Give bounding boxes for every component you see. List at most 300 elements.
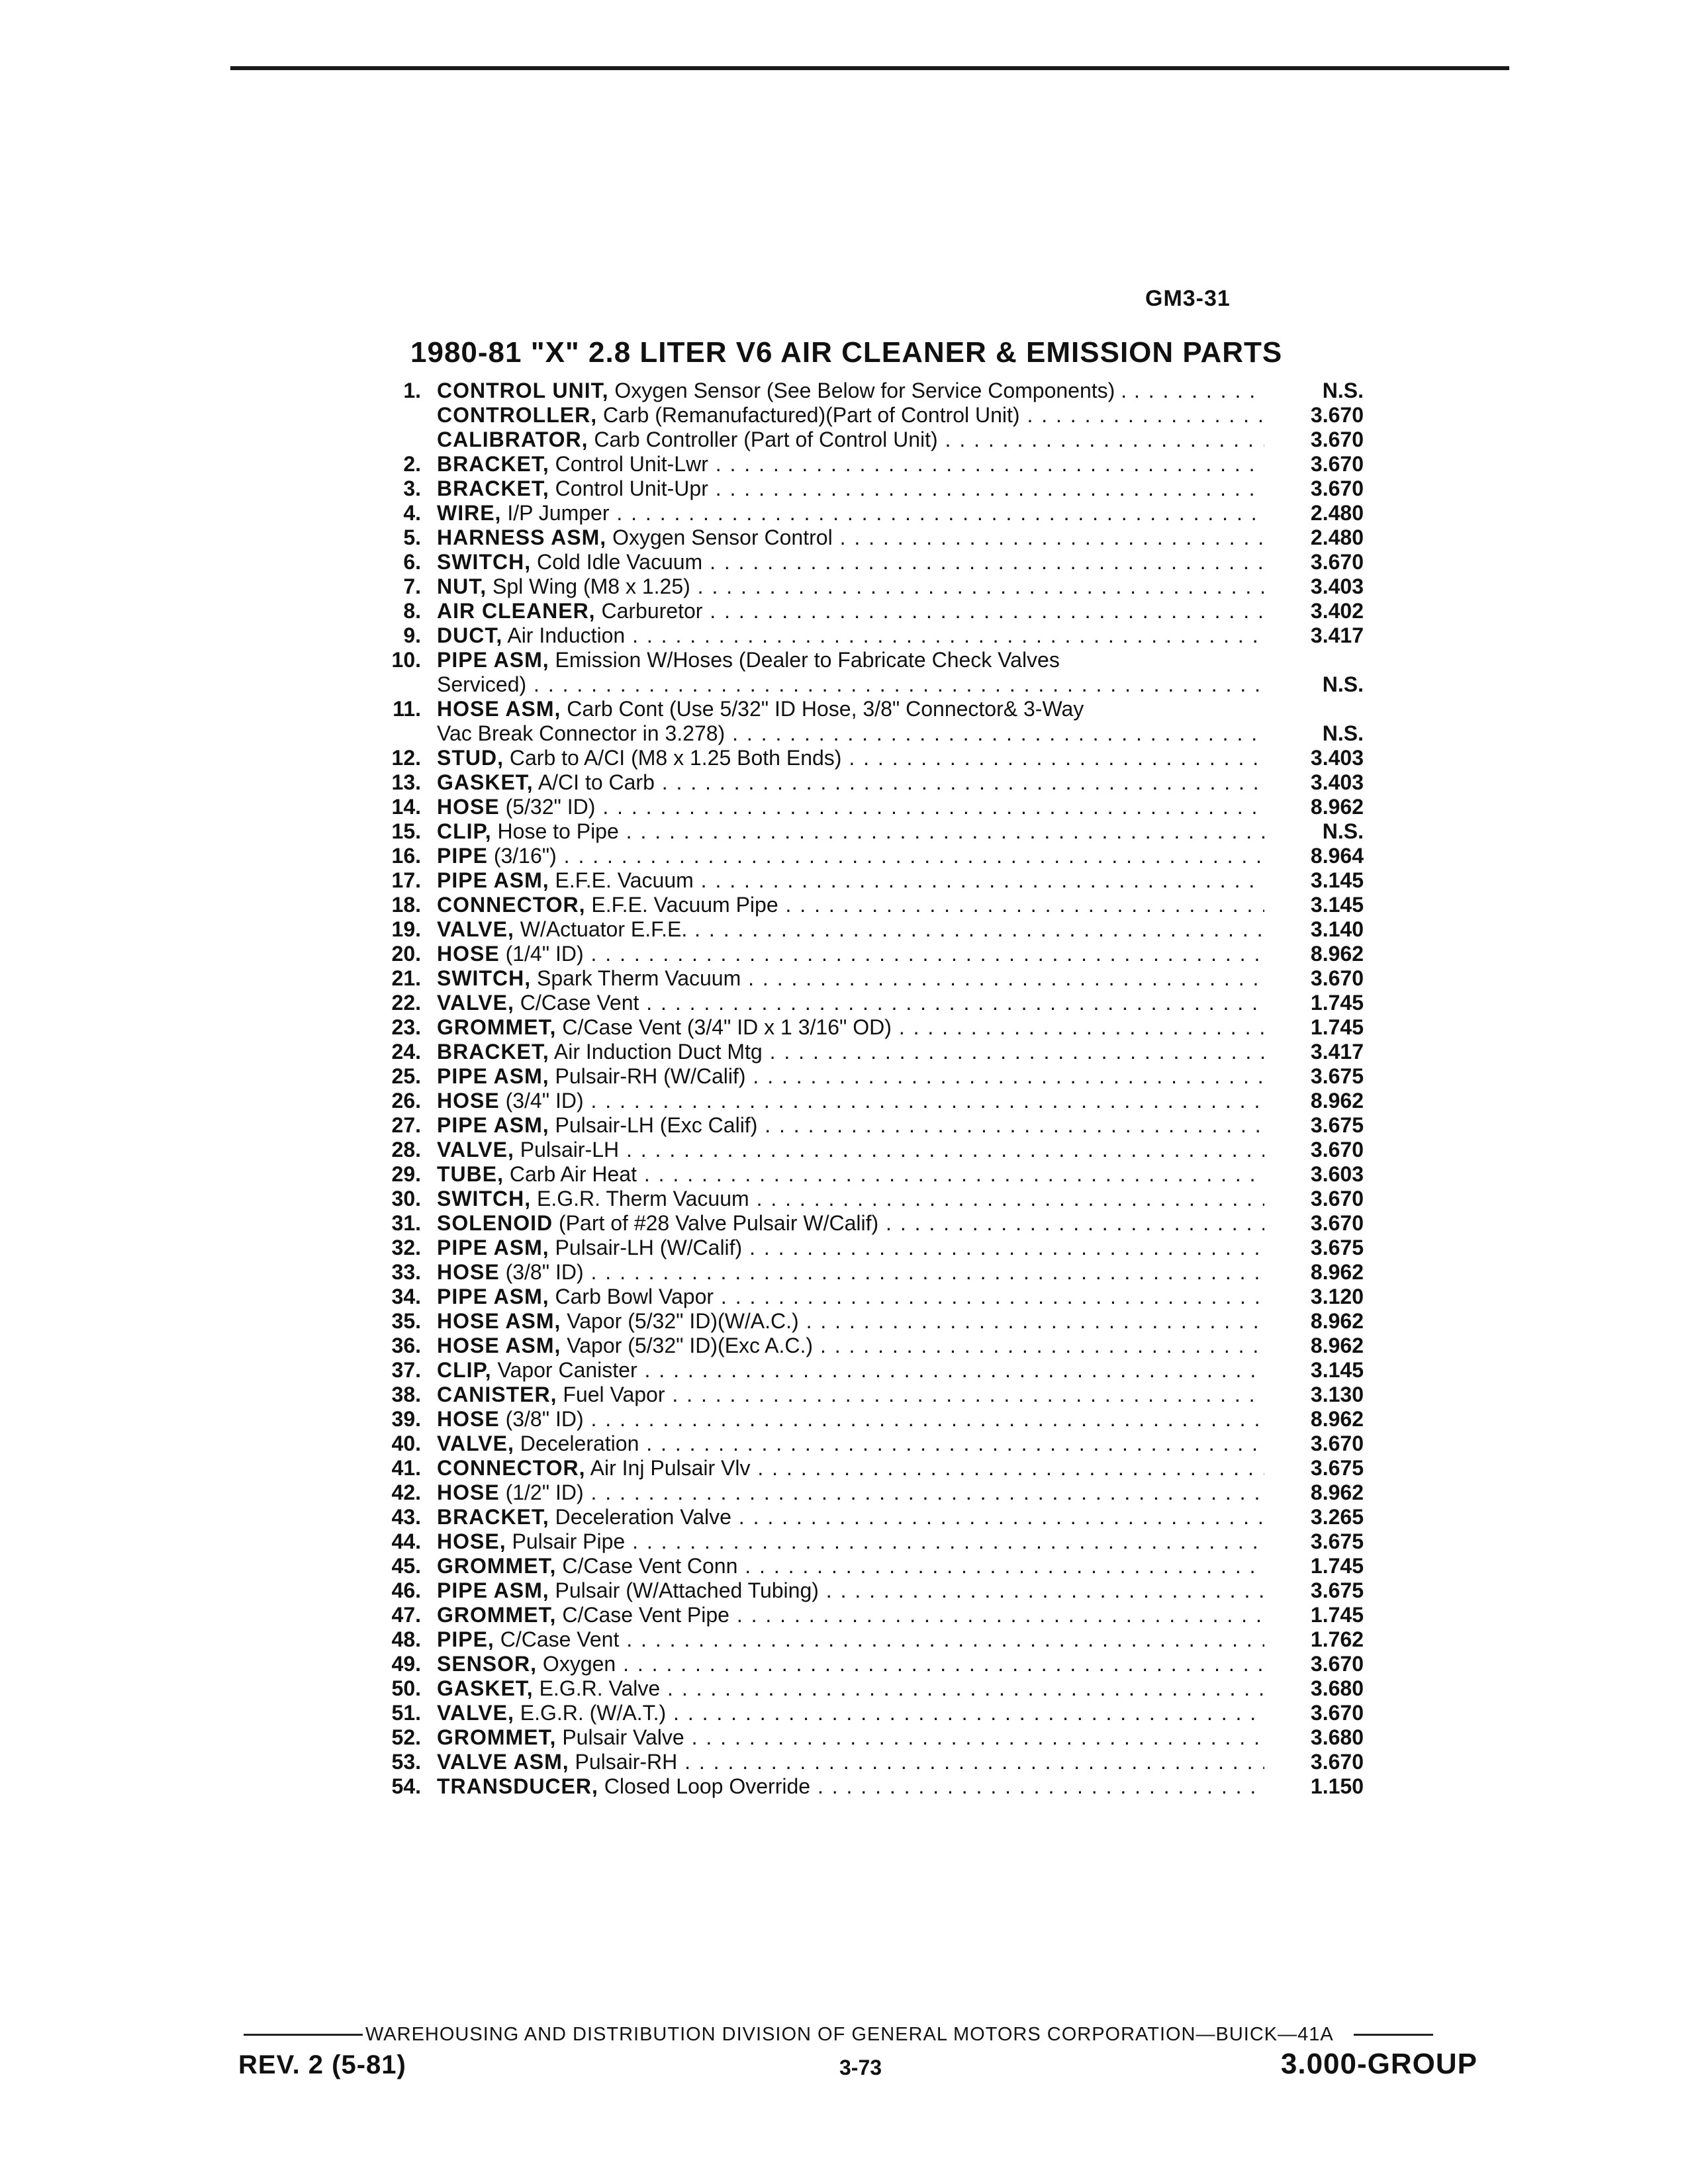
part-name: BRACKET,	[437, 452, 549, 476]
part-description	[437, 1113, 1264, 1138]
part-name: PIPE,	[437, 1627, 494, 1651]
part-row	[371, 1774, 1364, 1799]
part-description	[437, 1725, 1264, 1750]
part-name: PIPE ASM,	[437, 648, 549, 672]
part-name: HOSE	[437, 1480, 500, 1504]
part-row	[371, 942, 1364, 966]
part-description	[437, 501, 1264, 525]
part-description	[437, 1505, 1264, 1529]
part-detail: Pulsair (W/Attached Tubing)	[555, 1578, 819, 1602]
part-row	[371, 1432, 1364, 1456]
part-number: 8.	[403, 599, 421, 623]
part-row	[371, 1407, 1364, 1432]
part-row	[371, 1334, 1364, 1358]
part-number: 12.	[391, 746, 421, 770]
part-group-number: N.S.	[1322, 379, 1364, 402]
part-detail: E.G.R. Valve	[539, 1676, 661, 1700]
part-number: 22.	[391, 991, 421, 1015]
part-number: 24.	[391, 1040, 421, 1064]
part-group-number: 8.962	[1310, 1260, 1364, 1284]
part-detail: Carburetor	[601, 599, 703, 623]
part-name: HOSE ASM,	[437, 1309, 561, 1333]
part-number: 4.	[403, 501, 421, 525]
part-group-number: 8.962	[1310, 1309, 1364, 1333]
page-title: 1980-81 "X" 2.8 LITER V6 AIR CLEANER & EMISSION PARTS	[410, 336, 1283, 369]
part-row	[371, 697, 1364, 721]
part-row	[371, 1040, 1364, 1064]
part-row	[371, 893, 1364, 917]
part-row	[371, 477, 1364, 501]
part-name: GASKET,	[437, 770, 534, 794]
part-group-number: N.S.	[1322, 819, 1364, 843]
part-number: 53.	[391, 1750, 421, 1774]
part-detail: (3/8" ID)	[505, 1407, 584, 1431]
part-group-number: 3.670	[1310, 966, 1364, 990]
part-number: 7.	[403, 574, 421, 598]
part-row	[371, 1480, 1364, 1505]
part-description	[437, 770, 1264, 795]
part-detail: Control Unit-Lwr	[555, 452, 708, 476]
part-name: CALIBRATOR,	[437, 428, 588, 451]
document-code: GM3-31	[1145, 286, 1231, 311]
part-detail: C/Case Vent	[520, 991, 639, 1015]
part-name: HOSE	[437, 1407, 500, 1431]
part-number: 10.	[391, 648, 421, 672]
part-detail: Closed Loop Override	[604, 1774, 811, 1798]
part-detail: C/Case Vent Pipe	[562, 1603, 729, 1627]
part-description	[437, 648, 1264, 672]
part-detail: Spark Therm Vacuum	[536, 966, 741, 990]
part-group-number: 3.403	[1310, 746, 1364, 770]
part-detail: (5/32" ID)	[505, 795, 596, 819]
part-detail: (3/8" ID)	[505, 1260, 584, 1284]
part-detail: (1/4" ID)	[505, 942, 584, 966]
part-description	[437, 1015, 1264, 1040]
part-detail: I/P Jumper	[507, 501, 610, 525]
part-group-number: 2.480	[1310, 501, 1364, 525]
part-description	[437, 1701, 1264, 1725]
part-detail: Pulsair-LH (W/Calif)	[555, 1236, 743, 1259]
part-number: 40.	[391, 1432, 421, 1455]
part-row	[371, 574, 1364, 599]
part-group-number: 3.675	[1310, 1113, 1364, 1137]
part-name: TUBE,	[437, 1162, 504, 1186]
part-description	[437, 1236, 1264, 1260]
part-detail: Serviced)	[437, 672, 527, 696]
part-number: 16.	[391, 844, 421, 868]
part-description	[437, 574, 1264, 599]
part-number: 35.	[391, 1309, 421, 1333]
part-group-number: 3.670	[1310, 1187, 1364, 1210]
part-detail: Pulsair-LH (Exc Calif)	[555, 1113, 758, 1137]
part-number: 33.	[391, 1260, 421, 1284]
part-group-number: 3.670	[1310, 452, 1364, 476]
part-name: SWITCH,	[437, 966, 532, 990]
part-name: CONNECTOR,	[437, 893, 586, 917]
part-description	[437, 844, 1264, 868]
part-row	[371, 1725, 1364, 1750]
part-group-number: 3.680	[1310, 1676, 1364, 1700]
part-row	[371, 966, 1364, 991]
part-name: BRACKET,	[437, 1040, 549, 1064]
part-number: 37.	[391, 1358, 421, 1382]
part-detail: E.F.E. Vacuum Pipe	[591, 893, 778, 917]
part-number: 32.	[391, 1236, 421, 1259]
part-detail: Spl Wing (M8 x 1.25)	[492, 574, 690, 598]
part-name: HARNESS ASM,	[437, 525, 607, 549]
part-detail: Deceleration	[520, 1432, 639, 1455]
part-number: 23.	[391, 1015, 421, 1039]
part-row	[371, 917, 1364, 942]
part-detail: Air Inj Pulsair Vlv	[590, 1456, 751, 1480]
part-number: 54.	[391, 1774, 421, 1798]
part-name: HOSE	[437, 942, 500, 966]
part-name: BRACKET,	[437, 1505, 549, 1529]
part-detail: Fuel Vapor	[563, 1383, 665, 1406]
part-name: SWITCH,	[437, 1187, 532, 1210]
part-number: 19.	[391, 917, 421, 941]
part-group-number: 3.670	[1310, 1432, 1364, 1455]
part-row	[371, 1358, 1364, 1383]
part-number: 47.	[391, 1603, 421, 1627]
part-group-number: 3.120	[1310, 1285, 1364, 1308]
part-name: VALVE,	[437, 1701, 514, 1725]
part-description	[437, 1089, 1264, 1113]
part-number: 43.	[391, 1505, 421, 1529]
part-detail: (1/2" ID)	[505, 1480, 584, 1504]
part-number: 20.	[391, 942, 421, 966]
part-description	[437, 1627, 1264, 1652]
part-group-number: 3.402	[1310, 599, 1364, 623]
part-row	[371, 1603, 1364, 1627]
part-row	[371, 1236, 1364, 1260]
part-description	[437, 1187, 1264, 1211]
part-group-number: 3.140	[1310, 917, 1364, 941]
part-row	[371, 1676, 1364, 1701]
part-group-number: N.S.	[1322, 672, 1364, 696]
part-description	[437, 1040, 1264, 1064]
part-row	[371, 648, 1364, 672]
part-number: 5.	[403, 525, 421, 549]
part-detail: (Part of #28 Valve Pulsair W/Calif)	[559, 1211, 879, 1235]
part-row	[371, 1578, 1364, 1603]
part-detail: Carb to A/CI (M8 x 1.25 Both Ends)	[509, 746, 842, 770]
part-group-number: 3.417	[1310, 1040, 1364, 1064]
part-name: VALVE,	[437, 1432, 514, 1455]
part-detail: Vapor (5/32" ID)(W/A.C.)	[567, 1309, 799, 1333]
part-number: 49.	[391, 1652, 421, 1676]
part-detail: Emission W/Hoses (Dealer to Fabricate Check Valves	[555, 648, 1060, 672]
part-detail: W/Actuator E.F.E.	[520, 917, 688, 941]
revision-label: REV. 2 (5-81)	[238, 2050, 406, 2079]
part-group-number: 3.670	[1310, 550, 1364, 574]
part-row	[371, 1162, 1364, 1187]
part-name: CONTROLLER,	[437, 403, 598, 427]
part-group-number: 8.964	[1310, 844, 1364, 868]
part-row	[371, 721, 1364, 746]
part-group-number: 3.675	[1310, 1456, 1364, 1480]
part-row	[371, 1652, 1364, 1676]
part-group-number: 3.670	[1310, 1138, 1364, 1161]
part-detail: (3/4" ID)	[505, 1089, 584, 1113]
part-name: HOSE	[437, 1260, 500, 1284]
part-group-number: 3.670	[1310, 1652, 1364, 1676]
part-row	[371, 403, 1364, 428]
part-group-number: 3.670	[1310, 477, 1364, 500]
part-number: 18.	[391, 893, 421, 917]
part-name: GROMMET,	[437, 1015, 557, 1039]
part-row	[371, 1015, 1364, 1040]
part-detail: Pulsair Pipe	[512, 1529, 626, 1553]
part-name: CLIP,	[437, 819, 492, 843]
part-description	[437, 1456, 1264, 1480]
part-description	[437, 1480, 1264, 1505]
part-row	[371, 746, 1364, 770]
part-description	[437, 477, 1264, 501]
part-group-number: 3.145	[1310, 868, 1364, 892]
top-rule	[230, 66, 1509, 70]
part-row	[371, 1187, 1364, 1211]
parts-list	[371, 379, 1364, 1799]
part-description	[437, 893, 1264, 917]
part-group-number: 8.962	[1310, 1334, 1364, 1357]
part-description	[437, 1162, 1264, 1187]
part-detail: Pulsair-LH	[520, 1138, 620, 1161]
part-number: 14.	[391, 795, 421, 819]
footer-dash-left	[244, 2034, 363, 2036]
part-number: 11.	[393, 697, 421, 721]
part-group-number: 3.670	[1310, 428, 1364, 451]
part-row	[371, 1138, 1364, 1162]
part-number: 46.	[391, 1578, 421, 1602]
part-description	[437, 991, 1264, 1015]
part-name: VALVE,	[437, 1138, 514, 1161]
part-detail: Vac Break Connector in 3.278)	[437, 721, 726, 745]
part-description	[437, 1211, 1264, 1236]
part-detail: E.F.E. Vacuum	[555, 868, 694, 892]
part-description	[437, 379, 1264, 403]
part-row	[371, 428, 1364, 452]
part-name: SWITCH,	[437, 550, 532, 574]
part-detail: Vapor Canister	[497, 1358, 637, 1382]
part-group-number: 3.145	[1310, 893, 1364, 917]
part-name: GROMMET,	[437, 1603, 557, 1627]
part-name: GROMMET,	[437, 1725, 557, 1749]
part-number: 45.	[391, 1554, 421, 1578]
part-description	[437, 1603, 1264, 1627]
part-detail: Cold Idle Vacuum	[536, 550, 703, 574]
part-group-number: 3.675	[1310, 1529, 1364, 1553]
part-number: 6.	[403, 550, 421, 574]
part-row	[371, 1064, 1364, 1089]
part-detail: C/Case Vent	[500, 1627, 620, 1651]
part-name: BRACKET,	[437, 477, 549, 500]
part-number: 9.	[403, 623, 421, 647]
part-detail: Carb Controller (Part of Control Unit)	[594, 428, 938, 451]
part-name: PIPE ASM,	[437, 1285, 549, 1308]
part-description	[437, 697, 1264, 721]
part-name: PIPE ASM,	[437, 1236, 549, 1259]
part-row	[371, 991, 1364, 1015]
part-number: 28.	[391, 1138, 421, 1161]
part-name: SENSOR,	[437, 1652, 538, 1676]
part-row	[371, 1089, 1364, 1113]
part-group-number: 8.962	[1310, 1407, 1364, 1431]
part-name: CLIP,	[437, 1358, 492, 1382]
part-name: HOSE	[437, 1089, 500, 1113]
part-name: PIPE ASM,	[437, 1113, 549, 1137]
part-detail: Carb Bowl Vapor	[555, 1285, 714, 1308]
part-name: STUD,	[437, 746, 504, 770]
part-row	[371, 452, 1364, 477]
part-group-number: 3.403	[1310, 574, 1364, 598]
part-name: PIPE ASM,	[437, 868, 549, 892]
part-description	[437, 1578, 1264, 1603]
part-number: 42.	[391, 1480, 421, 1504]
part-name: GASKET,	[437, 1676, 534, 1700]
part-description	[437, 942, 1264, 966]
part-description	[437, 1383, 1264, 1407]
part-number: 27.	[391, 1113, 421, 1137]
part-description	[437, 1750, 1264, 1774]
part-group-number: N.S.	[1322, 721, 1364, 745]
part-detail: Oxygen Sensor Control	[612, 525, 833, 549]
part-row	[371, 672, 1364, 697]
part-number: 21.	[391, 966, 421, 990]
part-group-number: 3.670	[1310, 403, 1364, 427]
footer-division-line	[244, 2024, 1488, 2046]
part-group-number: 3.403	[1310, 770, 1364, 794]
part-row	[371, 770, 1364, 795]
part-row	[371, 1285, 1364, 1309]
part-name: CONTROL UNIT,	[437, 379, 609, 402]
part-row	[371, 1701, 1364, 1725]
part-group-number: 3.670	[1310, 1701, 1364, 1725]
part-name: GROMMET,	[437, 1554, 557, 1578]
part-description	[437, 525, 1264, 550]
part-name: HOSE	[437, 795, 500, 819]
part-number: 39.	[391, 1407, 421, 1431]
part-detail: Deceleration Valve	[555, 1505, 731, 1529]
part-number: 17.	[391, 868, 421, 892]
part-row	[371, 1211, 1364, 1236]
part-detail: Pulsair Valve	[562, 1725, 684, 1749]
part-row	[371, 819, 1364, 844]
part-name: TRANSDUCER,	[437, 1774, 598, 1798]
part-row	[371, 1554, 1364, 1578]
part-detail: E.G.R. (W/A.T.)	[520, 1701, 667, 1725]
part-description	[437, 795, 1264, 819]
footer-dash-right	[1354, 2034, 1433, 2036]
part-row	[371, 501, 1364, 525]
part-detail: E.G.R. Therm Vacuum	[536, 1187, 749, 1210]
part-description	[437, 1309, 1264, 1334]
part-group-number: 1.150	[1310, 1774, 1364, 1798]
part-number: 13.	[391, 770, 421, 794]
part-description	[437, 1260, 1264, 1285]
part-description	[437, 623, 1264, 648]
part-name: VALVE,	[437, 917, 514, 941]
part-detail: Hose to Pipe	[497, 819, 619, 843]
part-description	[437, 1529, 1264, 1554]
part-group-number: 1.745	[1310, 1603, 1364, 1627]
part-detail: Carb Air Heat	[509, 1162, 637, 1186]
part-description	[437, 917, 1264, 942]
part-description	[437, 721, 1264, 746]
part-detail: Carb (Remanufactured)(Part of Control Unit)	[602, 403, 1020, 427]
part-row	[371, 1505, 1364, 1529]
part-group-number: 3.130	[1310, 1383, 1364, 1406]
part-number: 38.	[391, 1383, 421, 1406]
part-row	[371, 1260, 1364, 1285]
part-description	[437, 819, 1264, 844]
part-description	[437, 1554, 1264, 1578]
part-row	[371, 868, 1364, 893]
part-number: 3.	[403, 477, 421, 500]
part-group-number: 1.745	[1310, 991, 1364, 1015]
part-name: NUT,	[437, 574, 487, 598]
part-description	[437, 1652, 1264, 1676]
part-group-number: 8.962	[1310, 1480, 1364, 1504]
part-row	[371, 795, 1364, 819]
part-description	[437, 452, 1264, 477]
part-name: VALVE ASM,	[437, 1750, 569, 1774]
part-number: 52.	[391, 1725, 421, 1749]
part-number: 29.	[391, 1162, 421, 1186]
part-group-number: 3.670	[1310, 1750, 1364, 1774]
part-name: DUCT,	[437, 623, 503, 647]
part-name: PIPE	[437, 844, 488, 868]
part-row	[371, 1456, 1364, 1480]
part-description	[437, 1064, 1264, 1089]
part-number: 44.	[391, 1529, 421, 1553]
part-group-number: 8.962	[1310, 1089, 1364, 1113]
part-number: 1.	[403, 379, 421, 402]
part-group-number: 3.680	[1310, 1725, 1364, 1749]
part-group-number: 3.265	[1310, 1505, 1364, 1529]
part-description	[437, 1334, 1264, 1358]
part-description	[437, 1138, 1264, 1162]
part-number: 2.	[403, 452, 421, 476]
part-detail: Control Unit-Upr	[555, 477, 708, 500]
footer-division-text: WAREHOUSING AND DISTRIBUTION DIVISION OF GENERAL MOTORS CORPORATION—BUICK—41A	[365, 2024, 1334, 2045]
part-description	[437, 428, 1264, 452]
part-detail: Air Induction Duct Mtg	[553, 1040, 763, 1064]
part-group-number: 8.962	[1310, 942, 1364, 966]
part-number: 31.	[391, 1211, 421, 1235]
part-description	[437, 1774, 1264, 1799]
part-detail: C/Case Vent (3/4" ID x 1 3/16" OD)	[562, 1015, 892, 1039]
part-row	[371, 1113, 1364, 1138]
part-number: 34.	[391, 1285, 421, 1308]
part-description	[437, 599, 1264, 623]
part-row	[371, 1529, 1364, 1554]
part-number: 51.	[391, 1701, 421, 1725]
part-row	[371, 550, 1364, 574]
part-description	[437, 1358, 1264, 1383]
part-description	[437, 1407, 1264, 1432]
part-detail: A/CI to Carb	[538, 770, 655, 794]
part-detail: Pulsair-RH (W/Calif)	[555, 1064, 746, 1088]
group-label: 3.000-GROUP	[1280, 2048, 1477, 2080]
part-row	[371, 1627, 1364, 1652]
part-group-number: 1.745	[1310, 1554, 1364, 1578]
part-name: HOSE ASM,	[437, 1334, 561, 1357]
part-number: 41.	[391, 1456, 421, 1480]
part-detail: Oxygen	[542, 1652, 616, 1676]
part-description	[437, 672, 1264, 697]
part-description	[437, 1676, 1264, 1701]
